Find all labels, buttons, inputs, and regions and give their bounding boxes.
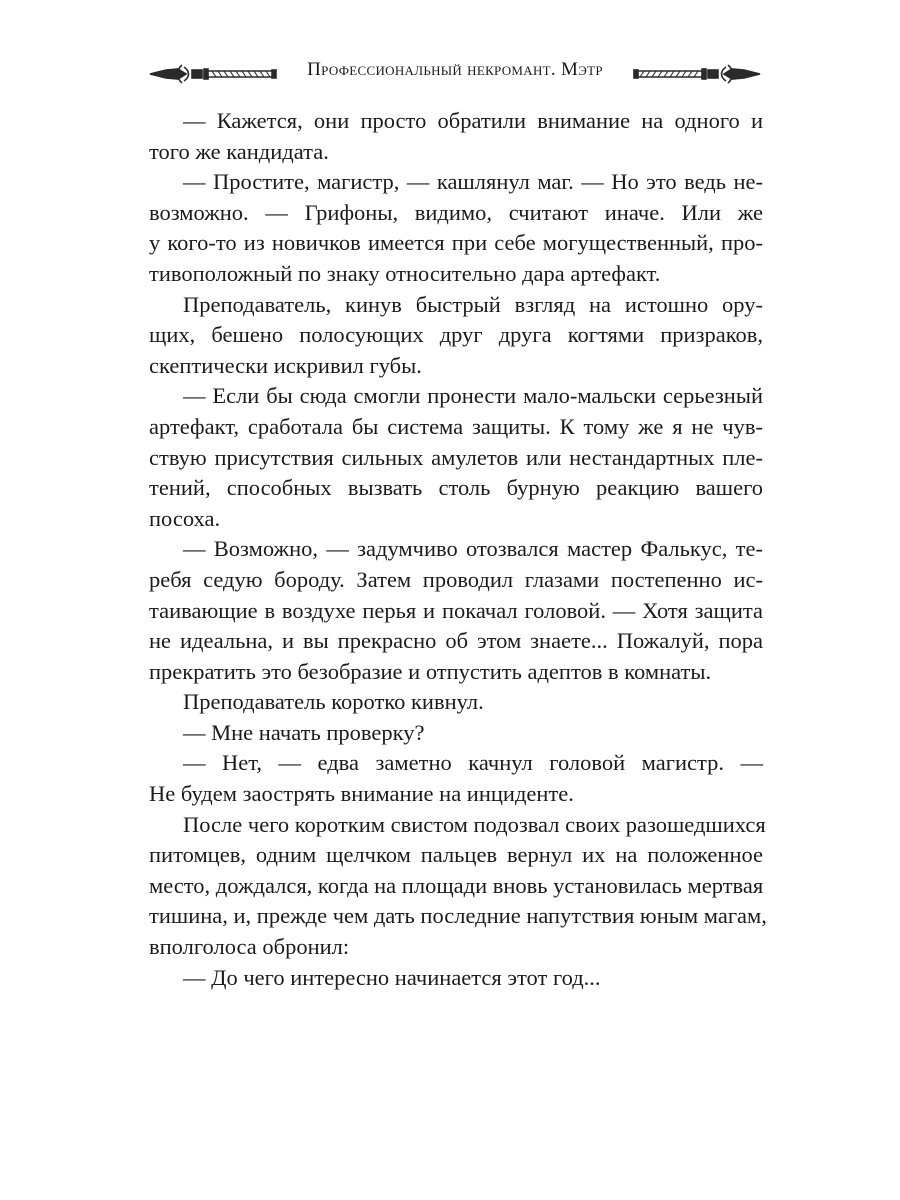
text-line: питомцев, одним щелчком пальцев вернул их на положенное	[149, 842, 763, 868]
text-line: таивающие в воздухе перья и покачал головой. — Хотя защита	[149, 597, 763, 623]
text-line: — Возможно, — задумчиво отозвался мастер Фалькус, те-	[183, 536, 763, 562]
text-line: Преподаватель коротко кивнул.	[183, 689, 484, 715]
text-line: Преподаватель, кинув быстрый взгляд на истошно ору-	[183, 291, 763, 317]
text-line: у кого-то из новичков имеется при себе могущественный, про-	[149, 230, 763, 256]
text-line: возможно. — Грифоны, видимо, считают иначе. Или же	[149, 199, 763, 225]
text-line: щих, бешено полосующих друг друга когтями призраков,	[149, 322, 763, 348]
text-line: скептически искривил губы.	[149, 352, 422, 378]
text-line: — До чего интересно начинается этот год...	[183, 964, 601, 990]
text-line: место, дождался, когда на площади вновь установилась мертвая	[149, 872, 764, 898]
running-header	[148, 52, 762, 96]
text-line: не идеальна, и вы прекрасно об этом знаете... Пожалуй, пора	[149, 628, 763, 654]
text-line: После чего коротким свистом подозвал своих разошедшихся	[183, 811, 766, 837]
text-line: — Если бы сюда смогли пронести мало-мальски серьезный	[183, 383, 763, 409]
text-line: — Нет, — едва заметно качнул головой магистр. —	[183, 750, 763, 776]
text-line: артефакт, сработала бы система защиты. К тому же я не чув-	[149, 413, 763, 439]
text-line: тивоположный по знаку относительно дара артефакт.	[149, 260, 661, 286]
text-line: того же кандидата.	[149, 138, 329, 164]
text-line: тений, способных вызвать столь бурную реакцию вашего	[149, 475, 763, 501]
text-line: — Простите, магистр, — кашлянул маг. — Но это ведь не-	[183, 169, 763, 195]
text-line: ствую присутствия сильных амулетов или нестандартных пле-	[149, 444, 763, 470]
text-line: вполголоса обронил:	[149, 934, 350, 960]
text-line: тишина, и, прежде чем дать последние напутствия юным магам,	[149, 903, 767, 929]
page-body-text	[149, 106, 767, 993]
text-line: Не будем заострять внимание на инциденте.	[149, 781, 574, 807]
text-line: ребя седую бороду. Затем проводил глазами постепенно ис-	[149, 566, 763, 592]
text-line: — Кажется, они просто обратили внимание на одного и	[183, 108, 763, 133]
header-title: Профессиональный некромант. Мэтр	[307, 59, 603, 80]
text-line: прекратить это безобразие и отпустить адептов в комнаты.	[149, 658, 712, 684]
text-line: посоха.	[149, 505, 221, 531]
text-line: — Мне начать проверку?	[183, 719, 425, 745]
